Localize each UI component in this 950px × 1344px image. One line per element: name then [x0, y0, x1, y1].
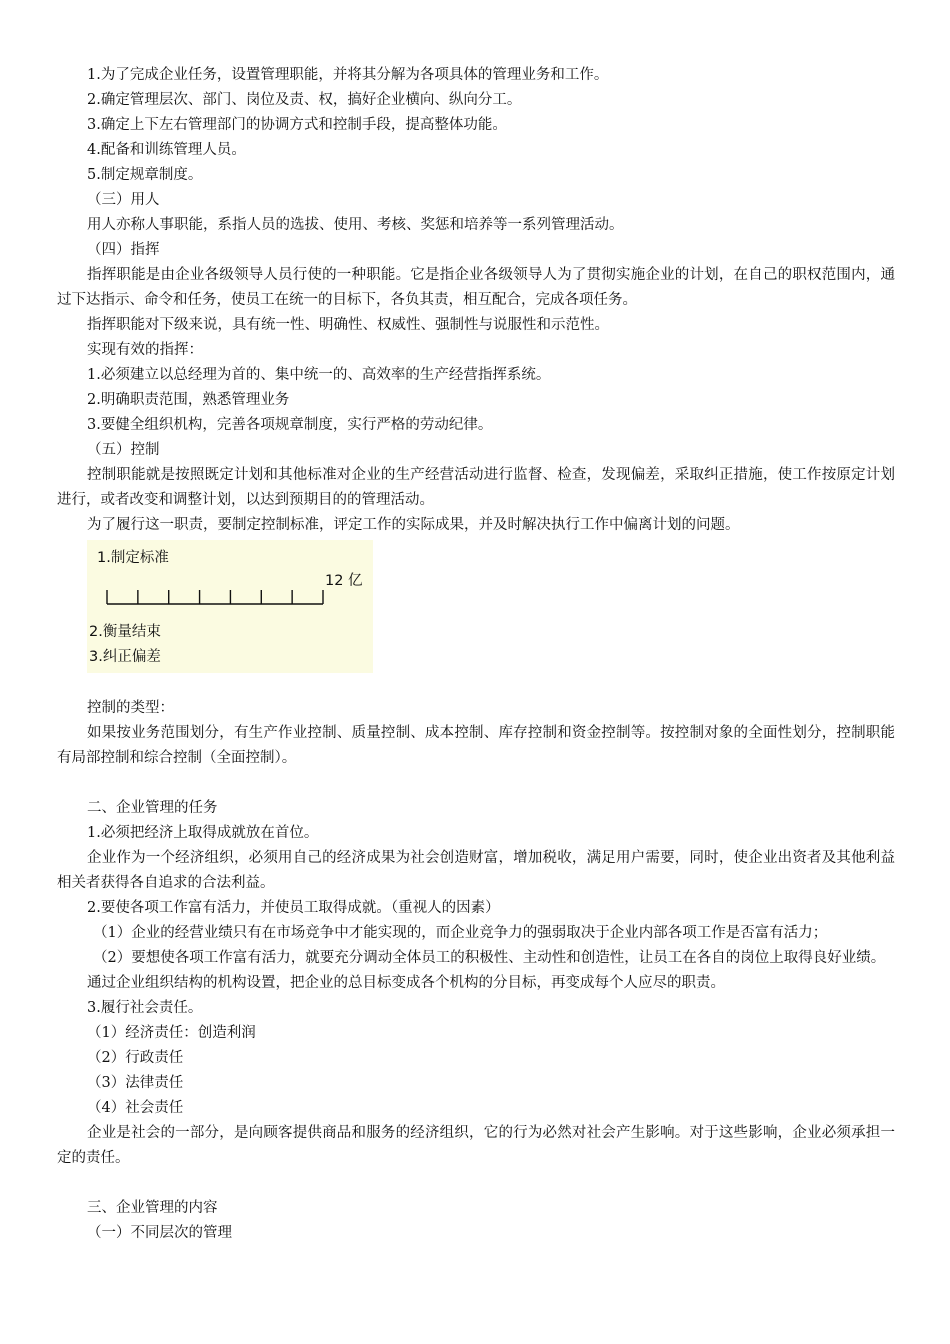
list-item-neirong-1: （一）不同层次的管理	[87, 1225, 232, 1241]
paragraph-zeren: 企业是社会的一部分，是向顾客提供商品和服务的经济组织，它的行为必然对社会产生影响。对于这些影响，企业必须承担一定的责任。	[57, 1125, 895, 1166]
paragraph-zhihui-1: 指挥职能是由企业各级领导人员行使的一种职能。它是指企业各级领导人为了贯彻实施企业的计划，在自己的职权范围内，通过下达指示、命令和任务，使员工在统一的目标下，各负其责，相互配合，完成各项任务。	[57, 267, 895, 308]
list-item-renwu-1: 1.必须把经济上取得成就放在首位。	[87, 825, 319, 841]
list-item-2: 2.确定管理层次、部门、岗位及责、权，搞好企业横向、纵向分工。	[87, 92, 522, 108]
list-item-zhihui-3: 3.要健全组织机构，完善各项规章制度，实行严格的劳动纪律。	[87, 417, 493, 433]
paragraph-kongzhi-1: 控制职能就是按照既定计划和其他标准对企业的生产经营活动进行监督、检查，发现偏差，采取纠正措施，使工作按原定计划进行，或者改变和调整计划，以达到预期目的的管理活动。	[57, 467, 895, 508]
paragraph-leixing-2: 如果按业务范围划分，有生产作业控制、质量控制、成本控制、库存控制和资金控制等。按控制对象的全面性划分，控制职能有局部控制和综合控制（全面控制）。	[57, 725, 895, 766]
paragraph-renwu-2c: 通过企业组织结构的机构设置，把企业的总目标变成各个机构的分目标，再变成每个人应尽的职责。	[87, 975, 725, 991]
document-page	[57, 63, 895, 1246]
list-item-5: 5.制定规章制度。	[87, 167, 203, 183]
diagram-step-1: 1.制定标准	[97, 550, 169, 566]
list-item-1: 1.为了完成企业任务，设置管理职能，并将其分解为各项具体的管理业务和工作。	[87, 67, 609, 83]
list-item-zeren-2: （2）行政责任	[87, 1050, 184, 1066]
spacer	[57, 1171, 895, 1196]
diagram-step-2: 2.衡量结束	[89, 624, 161, 640]
control-steps-diagram	[87, 540, 373, 673]
list-item-renwu-3: 3.履行社会责任。	[87, 1000, 203, 1016]
section-heading-zhihui: （四）指挥	[87, 242, 160, 258]
list-item-4: 4.配备和训练管理人员。	[87, 142, 246, 158]
list-item-zhihui-1: 1.必须建立以总经理为首的、集中统一的、高效率的生产经营指挥系统。	[87, 367, 551, 383]
list-item-zeren-1: （1）经济责任：创造利润	[87, 1025, 256, 1041]
section-heading-kongzhi: （五）控制	[87, 442, 160, 458]
diagram-step-3: 3.纠正偏差	[89, 649, 161, 665]
paragraph-renwu-2b: （2）要想使各项工作富有活力，就要充分调动全体员工的积极性、主动性和创造性，让员工在各自的岗位上取得良好业绩。	[93, 950, 886, 966]
section-heading-yongren: （三）用人	[87, 192, 160, 208]
paragraph-kongzhi-2: 为了履行这一职责，要制定控制标准，评定工作的实际成果，并及时解决执行工作中偏离计划的问题。	[87, 517, 740, 533]
paragraph-zhihui-2: 指挥职能对下级来说，具有统一性、明确性、权威性、强制性与说服性和示范性。	[87, 317, 609, 333]
paragraph-youxiao: 实现有效的指挥：	[87, 342, 203, 358]
paragraph-renwu-1: 企业作为一个经济组织，必须用自己的经济成果为社会创造财富，增加税收，满足用户需要，同时，使企业出资者及其他利益相关者获得各自追求的合法利益。	[57, 850, 895, 891]
ruler-unit-label: 12 亿	[325, 573, 363, 589]
paragraph-renwu-2a: （1）企业的经营业绩只有在市场竞争中才能实现的，而企业竞争力的强弱取决于企业内部各项工作是否富有活力；	[93, 925, 828, 941]
list-item-zeren-4: （4）社会责任	[87, 1100, 184, 1116]
paragraph-leixing: 控制的类型：	[87, 700, 174, 716]
list-item-zhihui-2: 2.明确职责范围，熟悉管理业务	[87, 392, 290, 408]
paragraph-yongren: 用人亦称人事职能，系指人员的选拔、使用、考核、奖惩和培养等一系列管理活动。	[87, 217, 624, 233]
list-item-renwu-2: 2.要使各项工作富有活力，并使员工取得成就。（重视人的因素）	[87, 900, 500, 916]
section-heading-neirong: 三、企业管理的内容	[87, 1200, 218, 1216]
list-item-zeren-3: （3）法律责任	[87, 1075, 184, 1091]
list-item-3: 3.确定上下左右管理部门的协调方式和控制手段，提高整体功能。	[87, 117, 507, 133]
section-heading-renwu: 二、企业管理的任务	[87, 800, 218, 816]
spacer	[57, 771, 895, 796]
